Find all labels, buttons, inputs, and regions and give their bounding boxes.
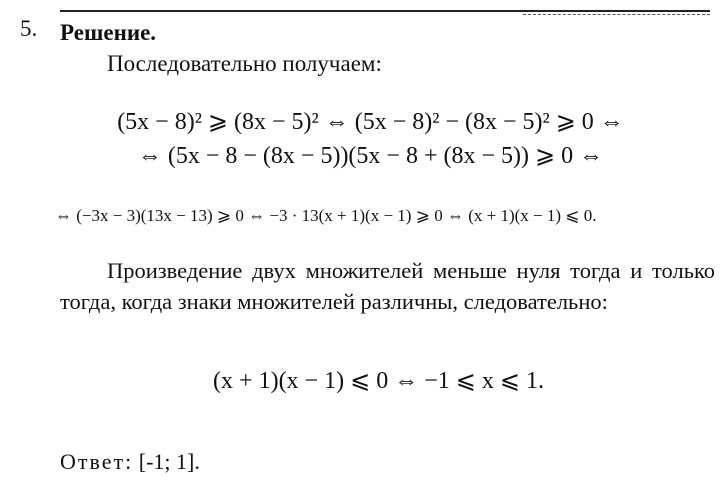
problem-number: 5. [20,16,38,41]
answer-line [60,449,200,475]
answer-value: [-1; 1]. [138,449,200,474]
dashed-rule [523,14,710,15]
intro-text: Последовательно получаем: [107,51,382,76]
top-rule [60,10,710,12]
equation-line-1: (5x − 8)² ⩾ (8x − 5)² ⇔ (5x − 8)² − (8x − 5)² ⩾ 0 ⇔ [117,109,624,135]
equation-line-3: ⇔ (−3x − 3)(13x − 13) ⩾ 0 ⇔ −3 · 13(x + 1)(x − 1) ⩾ 0 ⇔ (x + 1)(x − 1) ⩽ 0. [55,206,597,225]
explanation-paragraph: Произведение двух множителей меньше нуля тогда и только тогда, когда знаки множителей различны, следовательно: [60,258,715,314]
equation-line-2: ⇔ (5x − 8 − (8x − 5))(5x − 8 + (8x − 5)) ⩾ 0 ⇔ [137,143,604,169]
equation-line-4: (x + 1)(x − 1) ⩽ 0 ⇔ −1 ⩽ x ⩽ 1. [213,368,544,394]
solution-heading: Решение. [60,20,157,45]
answer-label: Ответ: [60,449,134,474]
